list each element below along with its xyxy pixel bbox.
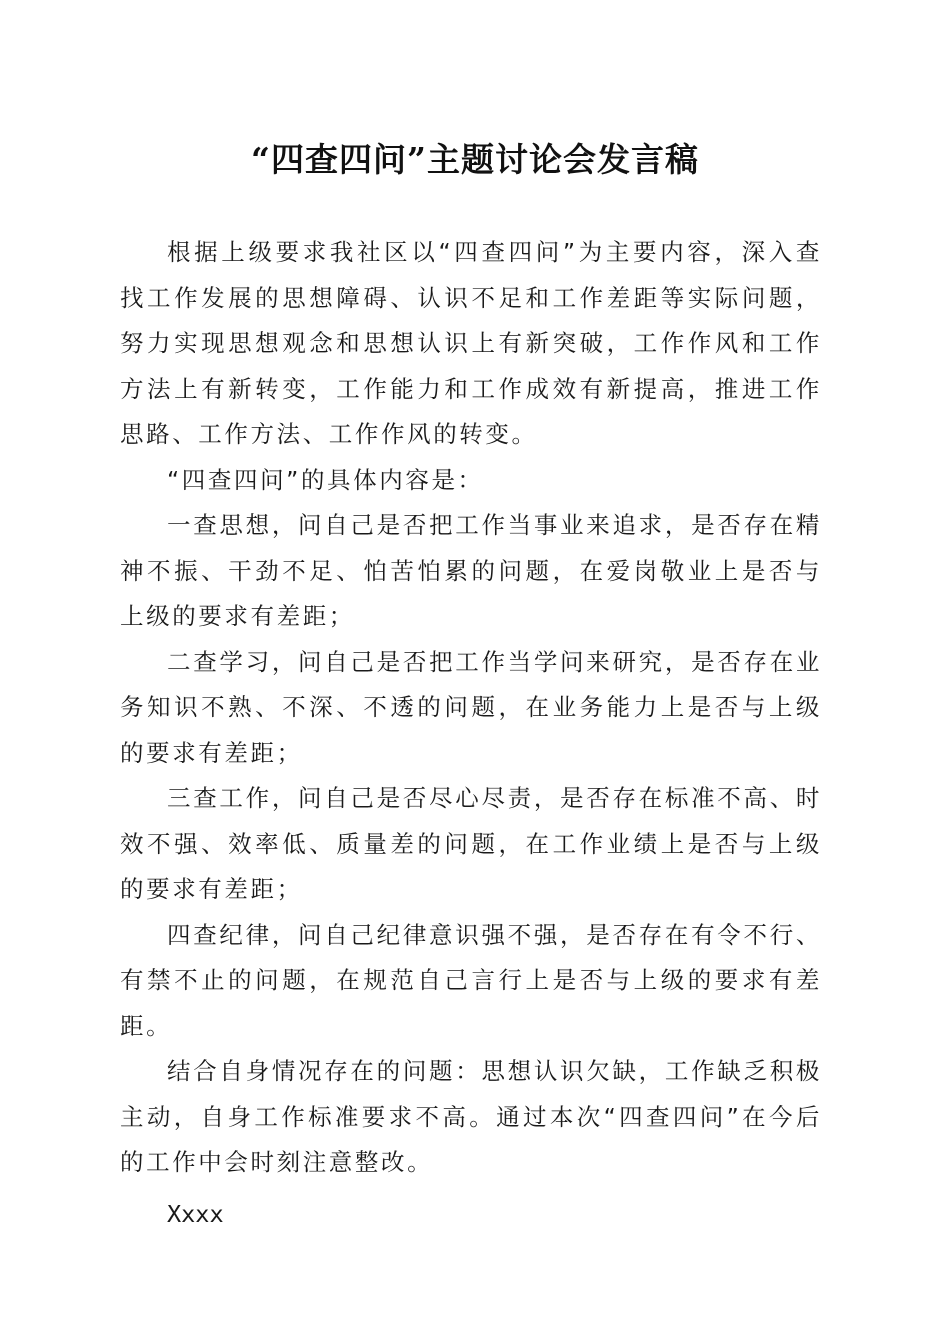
paragraph-check-thought: 一查思想，问自己是否把工作当事业来追求，是否存在精神不振、干劲不足、怕苦怕累的问题，在爱岗敬业上是否与上级的要求有差距；	[120, 511, 822, 630]
signature: Xxxx	[167, 1199, 224, 1228]
paragraph-intro: 根据上级要求我社区以“四查四问”为主要内容，深入查找工作发展的思想障碍、认识不足和工作差距等实际问题，努力实现思想观念和思想认识上有新突破，工作作风和工作方法上有新转变，工作能力和工作成效有新提高，推进工作思路、工作方法、工作作风的转变。	[120, 238, 822, 448]
paragraph-check-work: 三查工作，问自己是否尽心尽责，是否存在标准不高、时效不强、效率低、质量差的问题，在工作业绩上是否与上级的要求有差距；	[120, 784, 822, 903]
paragraph-check-study: 二查学习，问自己是否把工作当学问来研究，是否存在业务知识不熟、不深、不透的问题，在业务能力上是否与上级的要求有差距；	[120, 647, 822, 767]
paragraph-content-heading: “四查四问”的具体内容是：	[167, 465, 484, 494]
paragraph-check-discipline: 四查纪律，问自己纪律意识强不强，是否存在有令不行、有禁不止的问题，在规范自己言行上是否与上级的要求有差距。	[120, 920, 822, 1040]
document-body	[120, 230, 822, 1237]
paragraph-self-reflection: 结合自身情况存在的问题：思想认识欠缺，工作缺乏积极主动，自身工作标准要求不高。通过本次“四查四问”在今后的工作中会时刻注意整改。	[120, 1057, 822, 1176]
document-title: “四查四问”主题讨论会发言稿	[251, 140, 699, 179]
